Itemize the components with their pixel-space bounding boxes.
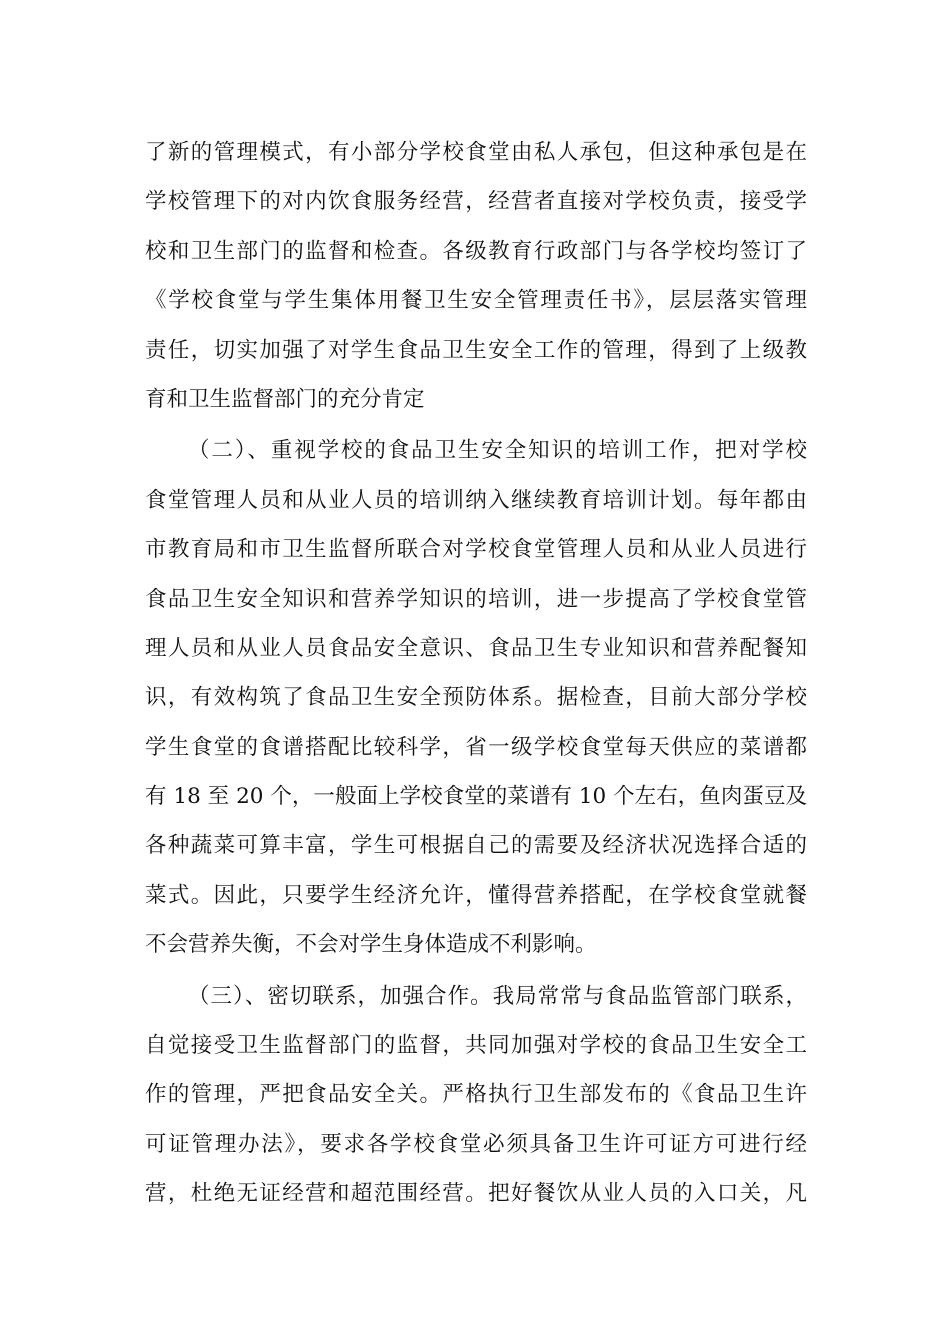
text-line: 了新的管理模式，有小部分学校食堂由私人承包，但这种承包是在 — [145, 140, 807, 165]
text-line: 育和卫生监督部门的充分肯定 — [145, 386, 425, 412]
text-line: 学生食堂的食谱搭配比较科学，省一级学校食堂每天供应的菜谱都 — [145, 734, 807, 760]
text-line: 不会营养失衡，不会对学生身体造成不利影响。 — [145, 932, 597, 958]
paragraph-2 — [145, 426, 807, 969]
text-line: 自觉接受卫生监督部门的监督，共同加强对学校的食品卫生安全工 — [145, 1033, 807, 1059]
text-line: 作的管理，严把食品安全关。严格执行卫生部发布的《食品卫生许 — [145, 1082, 807, 1108]
paragraph-3 — [145, 972, 807, 1219]
text-line: 菜式。因此，只要学生经济允许，懂得营养搭配，在学校食堂就餐 — [145, 882, 807, 908]
text-line: 可证管理办法》，要求各学校食堂必须具备卫生许可证方可进行经 — [145, 1131, 807, 1157]
text-line: （二）、重视学校的食品卫生安全知识的培训工作，把对学校 — [188, 438, 807, 464]
document-body — [145, 128, 807, 1221]
paragraph-1 — [145, 128, 807, 424]
text-line: 有 18 至 20 个，一般面上学校食堂的菜谱有 10 个左右，鱼肉蛋豆及 — [145, 784, 807, 810]
text-line: 识，有效构筑了食品卫生安全预防体系。据检查，目前大部分学校 — [145, 685, 807, 711]
text-line: 校和卫生部门的监督和检查。各级教育行政部门与各学校均签订了 — [145, 238, 807, 264]
text-line: 责任，切实加强了对学生食品卫生安全工作的管理，得到了上级教 — [145, 337, 807, 363]
text-line: 营，杜绝无证经营和超范围经营。把好餐饮从业人员的入口关，凡 — [145, 1181, 807, 1207]
text-line: 市教育局和市卫生监督所联合对学校食堂管理人员和从业人员进行 — [145, 537, 807, 563]
text-line: 食品卫生安全知识和营养学知识的培训，进一步提高了学校食堂管 — [145, 586, 807, 612]
text-line: （三）、密切联系，加强合作。我局常常与食品监管部门联系， — [188, 983, 807, 1009]
text-line: 理人员和从业人员食品安全意识、食品卫生专业知识和营养配餐知 — [145, 635, 807, 661]
text-line: 学校管理下的对内饮食服务经营，经营者直接对学校负责，接受学 — [145, 189, 807, 215]
text-line: 《学校食堂与学生集体用餐卫生安全管理责任书》，层层落实管理 — [145, 288, 807, 314]
text-line: 各种蔬菜可算丰富，学生可根据自己的需要及经济状况选择合适的 — [145, 833, 807, 859]
text-line: 食堂管理人员和从业人员的培训纳入继续教育培训计划。每年都由 — [145, 487, 807, 513]
